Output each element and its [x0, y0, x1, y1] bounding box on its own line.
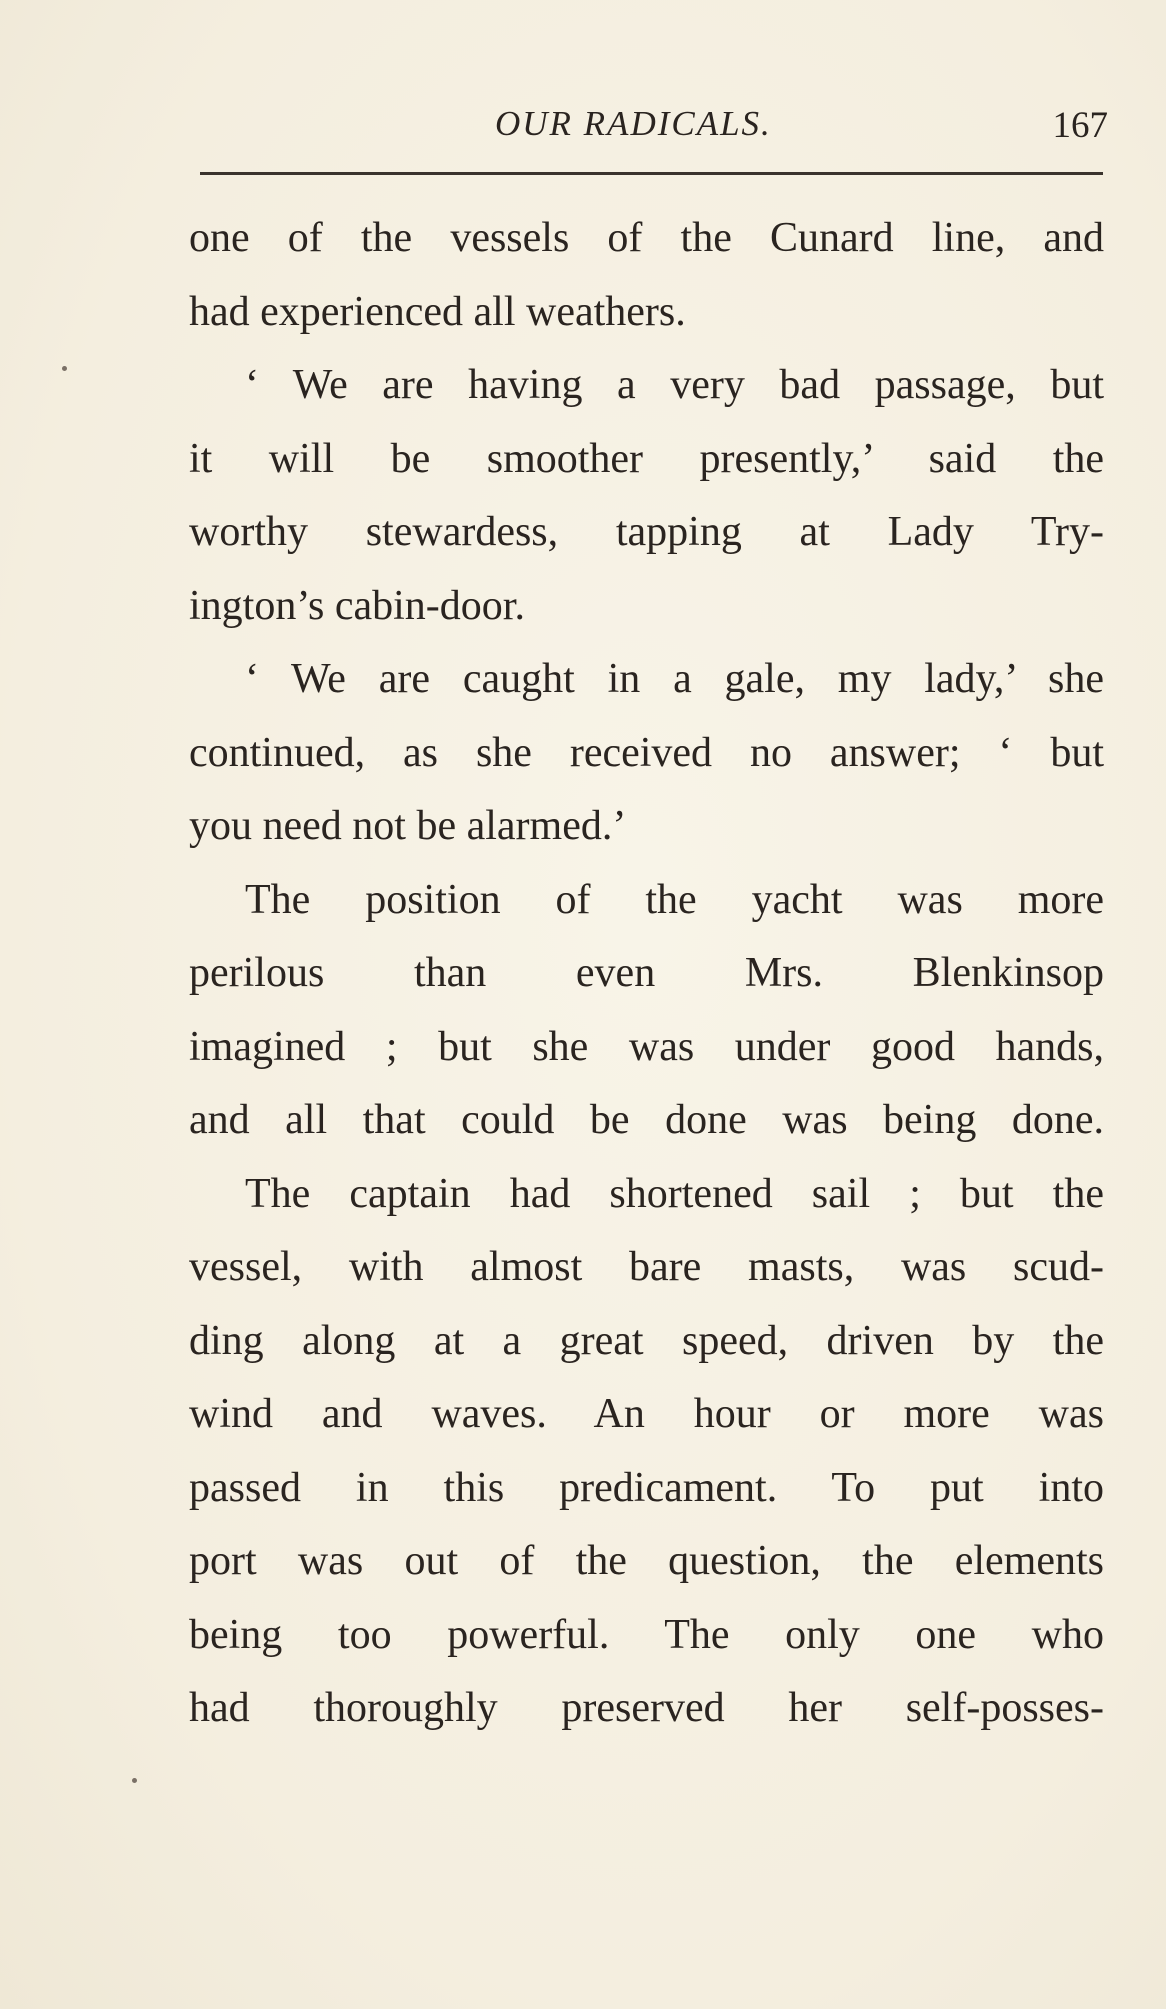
text-line: imagined ; but she was under good hands,: [189, 1023, 1104, 1070]
text-line: being too powerful. The only one who: [189, 1611, 1104, 1658]
text-line: you need not be alarmed.’: [189, 803, 627, 849]
body-text: [189, 208, 1104, 1752]
text-line: The position of the yacht was more: [245, 876, 1104, 923]
text-line: ington’s cabin-door.: [189, 582, 525, 629]
paper-speck: [62, 366, 67, 371]
text-line: ‘ We are having a very bad passage, but: [245, 362, 1104, 408]
text-line: had experienced all weathers.: [189, 288, 686, 335]
text-line: worthy stewardess, tapping at Lady Try-: [189, 509, 1104, 555]
text-line: port was out of the question, the elements: [189, 1538, 1104, 1584]
text-line: continued, as she received no answer; ‘ but: [189, 729, 1104, 776]
text-line: it will be smoother presently,’ said the: [189, 435, 1104, 482]
header-rule: [200, 172, 1103, 175]
page-number: 167: [1052, 105, 1108, 146]
text-line: perilous than even Mrs. Blenkinsop: [189, 950, 1104, 996]
text-line: The captain had shortened sail ; but the: [245, 1170, 1104, 1217]
running-head: [190, 104, 1108, 154]
text-line: vessel, with almost bare masts, was scud-: [189, 1244, 1104, 1290]
text-line: passed in this predicament. To put into: [189, 1464, 1104, 1511]
text-line: had thoroughly preserved her self-posses-: [189, 1685, 1104, 1731]
text-line: wind and waves. An hour or more was: [189, 1391, 1104, 1437]
text-line: and all that could be done was being done.: [189, 1097, 1104, 1143]
paper-speck: [132, 1778, 137, 1783]
text-line: ding along at a great speed, driven by the: [189, 1317, 1104, 1364]
running-head-title: OUR RADICALS.: [495, 104, 772, 143]
text-line: one of the vessels of the Cunard line, and: [189, 215, 1104, 261]
text-line: ‘ We are caught in a gale, my lady,’ she: [245, 656, 1104, 702]
